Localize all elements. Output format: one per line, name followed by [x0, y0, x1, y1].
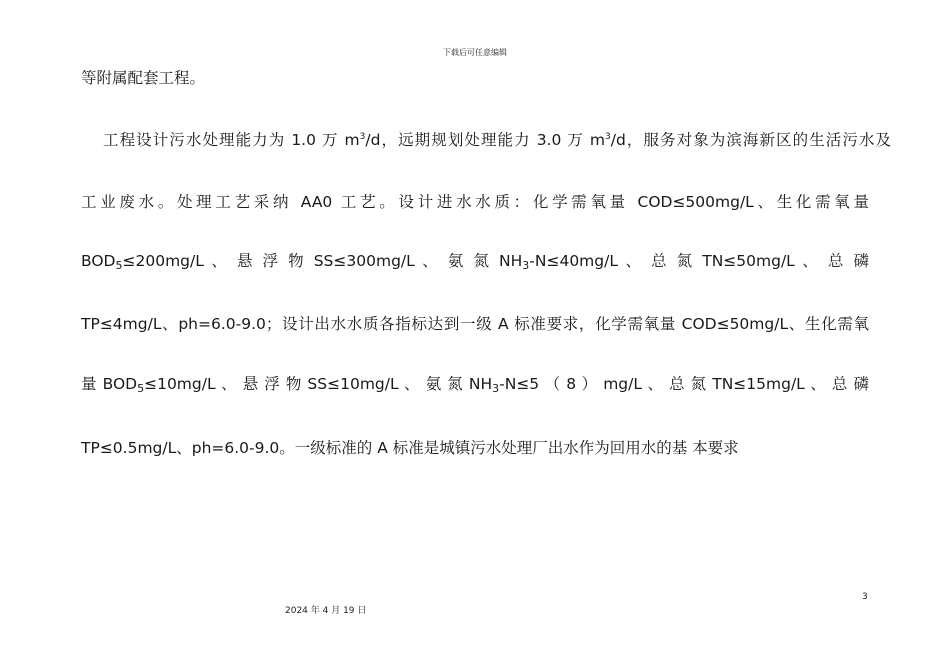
subscript: 3 — [492, 382, 500, 395]
subscript: 3 — [522, 259, 530, 272]
text-span: /d，远期规划处理能力 3.0 万 m — [365, 131, 606, 149]
text-span: BOD — [81, 252, 116, 270]
text-span: -N≤40mg/L 、 总 氮 TN≤50mg/L 、 总 磷 — [529, 252, 869, 270]
paragraph-line-4 — [81, 251, 869, 273]
paragraph-line-2 — [103, 130, 891, 153]
paragraph-line-3: 工业废水。处理工艺采纳 AA0 工艺。设计进水水质：化学需氧量 COD≤500mg/L、生化需氧量 — [81, 193, 869, 211]
text-span: 量 BOD — [81, 375, 138, 393]
text-span: ≤200mg/L 、 悬 浮 物 SS≤300mg/L 、 氨 氮 NH — [122, 252, 523, 270]
footer-date: 2024 年 4 月 19 日 — [285, 606, 367, 616]
subscript: 5 — [137, 382, 145, 395]
text-span: -N≤5 （ 8 ） mg/L 、 总 氮 TN≤15mg/L 、 总 磷 — [499, 375, 869, 393]
page-number: 3 — [862, 592, 868, 602]
paragraph-line-7: TP≤0.5mg/L、ph=6.0-9.0。一级标准的 A 标准是城镇污水处理厂出水作为回用水的基 本要求 — [81, 439, 739, 457]
page-header: 下载后可任意编辑 — [443, 48, 507, 57]
paragraph-line-6 — [81, 374, 869, 396]
paragraph-line-5: TP≤4mg/L、ph=6.0-9.0；设计出水水质各指标达到一级 A 标准要求，化学需氧量 COD≤50mg/L、生化需氧 — [81, 315, 869, 333]
text-span: ≤10mg/L 、 悬 浮 物 SS≤10mg/L 、 氨 氮 NH — [144, 375, 493, 393]
superscript: 3 — [605, 132, 611, 142]
paragraph-line-1: 等附属配套工程。 — [81, 69, 206, 87]
text-span: /d，服务对象为滨海新区的生活污水及 — [610, 131, 892, 149]
subscript: 5 — [115, 259, 123, 272]
superscript: 3 — [359, 132, 366, 142]
text-span: 工程设计污水处理能力为 1.0 万 m — [103, 131, 360, 149]
